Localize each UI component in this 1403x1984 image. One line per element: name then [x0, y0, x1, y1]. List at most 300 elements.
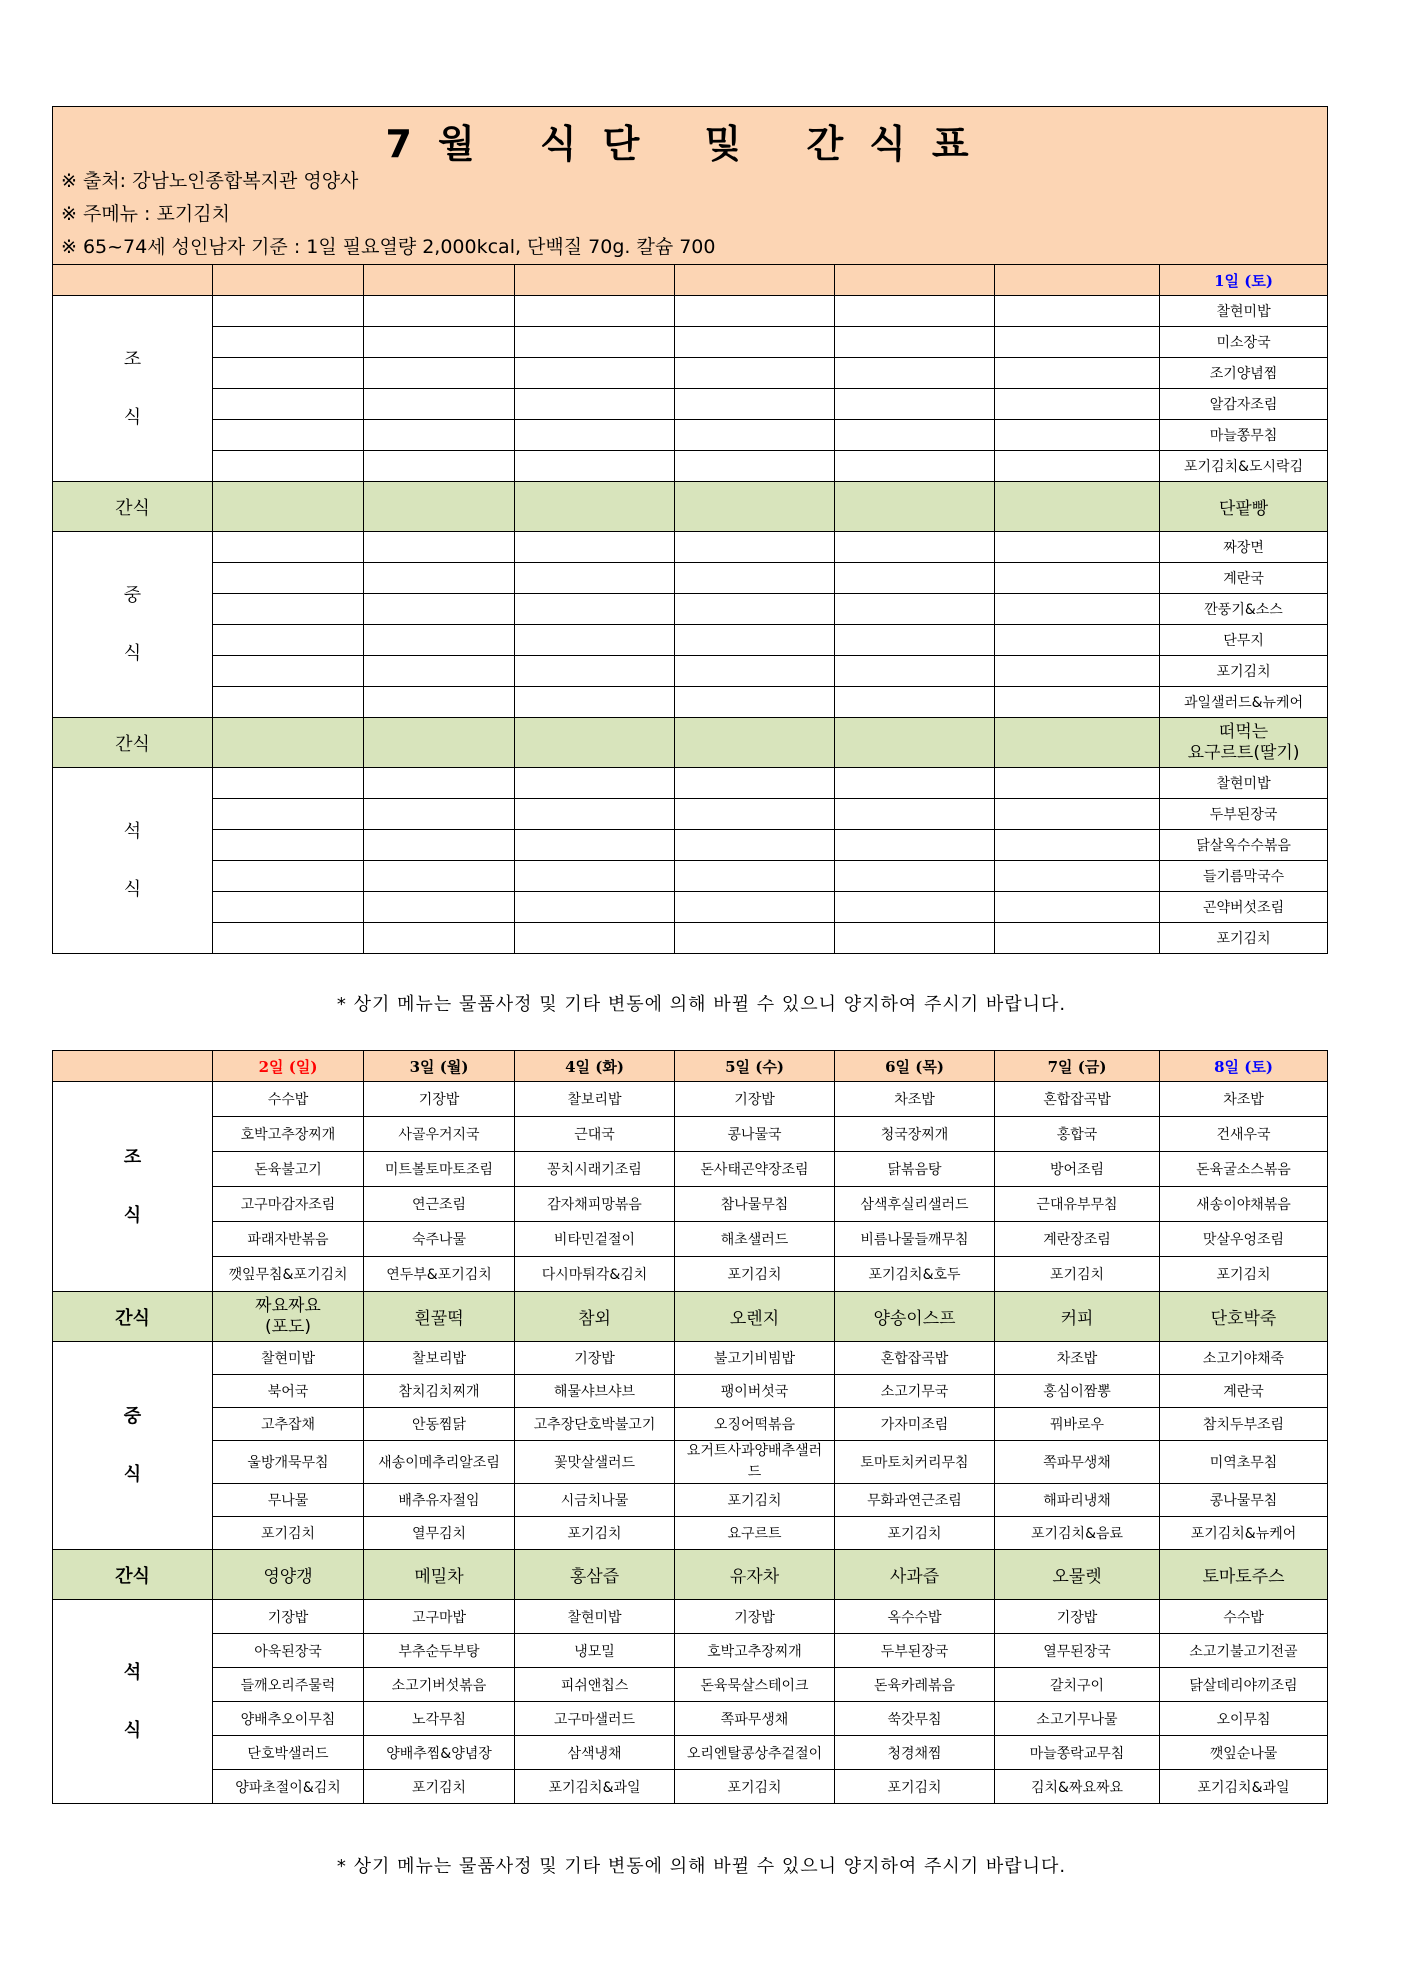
empty-cell	[835, 892, 995, 923]
menu-item: 닭살옥수수볶음	[1160, 830, 1328, 861]
empty-cell	[213, 358, 364, 389]
day-header: 1일 (토)	[1160, 265, 1328, 296]
empty-cell	[515, 861, 675, 892]
menu-item: 찰현미밥	[213, 1342, 364, 1375]
empty-cell	[995, 389, 1160, 420]
dinner-label	[53, 768, 213, 954]
snack-item: 참외	[515, 1292, 675, 1342]
snack-label: 간식	[53, 718, 213, 768]
menu-item: 단무지	[1160, 625, 1328, 656]
menu-item: 콩나물무침	[1160, 1484, 1328, 1517]
empty-cell	[213, 830, 364, 861]
snack-label: 간식	[53, 1550, 213, 1600]
label-char: 중	[123, 584, 142, 606]
empty-cell	[364, 358, 515, 389]
breakfast-row	[53, 358, 1328, 389]
empty-cell	[995, 830, 1160, 861]
menu-item: 오이무침	[1160, 1702, 1328, 1736]
empty-cell	[835, 656, 995, 687]
empty-cell	[364, 768, 515, 799]
menu-item: 호박고추장찌개	[675, 1634, 835, 1668]
empty-cell	[835, 625, 995, 656]
empty-cell	[213, 327, 364, 358]
empty-cell	[364, 420, 515, 451]
breakfast-row	[53, 1152, 1328, 1187]
empty-cell	[675, 656, 835, 687]
menu-item: 포기김치	[213, 1517, 364, 1550]
empty-cell	[364, 389, 515, 420]
menu-item: 계란국	[1160, 563, 1328, 594]
empty-cell	[213, 923, 364, 954]
menu-item: 꽁치시래기조림	[515, 1152, 675, 1187]
menu-item: 숙주나물	[364, 1222, 515, 1257]
menu-item: 북어국	[213, 1375, 364, 1408]
empty-cell	[675, 420, 835, 451]
menu-item: 돈육불고기	[213, 1152, 364, 1187]
menu-item: 돈육묵살스테이크	[675, 1668, 835, 1702]
cell-line: 요구르트(딸기)	[1187, 742, 1300, 763]
dinner-row	[53, 830, 1328, 861]
day-header-row	[53, 1051, 1328, 1082]
menu-item: 요구르트	[675, 1517, 835, 1550]
empty-cell	[995, 296, 1160, 327]
menu-item: 찰보리밥	[364, 1342, 515, 1375]
menu-item: 마늘쫑무침	[1160, 420, 1328, 451]
menu-item: 쪽파무생채	[675, 1702, 835, 1736]
label-char: 중	[123, 1405, 142, 1427]
empty-cell	[515, 625, 675, 656]
snack-item: 메밀차	[364, 1550, 515, 1600]
empty-cell	[515, 594, 675, 625]
snack-item: 단호박죽	[1160, 1292, 1328, 1342]
empty-cell	[364, 892, 515, 923]
empty-cell	[515, 687, 675, 718]
empty-cell	[675, 532, 835, 563]
menu-item: 차조밥	[1160, 1082, 1328, 1117]
lunch-row	[53, 625, 1328, 656]
menu-item: 홍합국	[995, 1117, 1160, 1152]
menu-item: 기장밥	[213, 1600, 364, 1634]
empty-cell	[515, 718, 675, 768]
snack-item: 유자차	[675, 1550, 835, 1600]
menu-item	[675, 1441, 835, 1484]
day-header: 7일 (금)	[995, 1051, 1160, 1082]
cell-line: 요거트사과양배추샐러	[686, 1443, 823, 1459]
lunch-label	[53, 1342, 213, 1550]
menu-item: 무화과연근조림	[835, 1484, 995, 1517]
menu-item: 포기김치	[515, 1517, 675, 1550]
menu-item: 양파초절이&김치	[213, 1770, 364, 1804]
empty-cell	[364, 861, 515, 892]
empty-cell	[213, 296, 364, 327]
menu-item: 단호박샐러드	[213, 1736, 364, 1770]
empty-cell	[995, 594, 1160, 625]
menu-item: 차조밥	[995, 1342, 1160, 1375]
empty-cell	[364, 451, 515, 482]
menu-item: 포기김치	[835, 1770, 995, 1804]
menu-item: 고구마샐러드	[515, 1702, 675, 1736]
empty-cell	[675, 830, 835, 861]
menu-item: 조기양념찜	[1160, 358, 1328, 389]
empty-cell	[364, 296, 515, 327]
menu-item: 열무된장국	[995, 1634, 1160, 1668]
empty-cell	[835, 327, 995, 358]
menu-item: 건새우국	[1160, 1117, 1328, 1152]
empty-cell	[675, 799, 835, 830]
snack-item: 영양갱	[213, 1550, 364, 1600]
menu-item: 참치김치찌개	[364, 1375, 515, 1408]
snack-item	[1160, 718, 1328, 768]
menu-item: 소고기불고기전골	[1160, 1634, 1328, 1668]
lunch-row	[53, 532, 1328, 563]
empty-cell	[364, 656, 515, 687]
label-char: 식	[123, 1719, 142, 1741]
menu-item: 기장밥	[675, 1600, 835, 1634]
standard-line: ※ 65~74세 성인남자 기준 : 1일 필요열량 2,000kcal, 단백질 70g. 칼슘 700	[61, 236, 716, 258]
dinner-row	[53, 1668, 1328, 1702]
menu-item: 돈사태곤약장조림	[675, 1152, 835, 1187]
empty-cell	[835, 420, 995, 451]
menu-item: 노각무침	[364, 1702, 515, 1736]
menu-item: 수수밥	[213, 1082, 364, 1117]
empty-cell	[213, 594, 364, 625]
menu-item: 두부된장국	[1160, 799, 1328, 830]
empty-cell	[995, 718, 1160, 768]
empty-cell	[675, 861, 835, 892]
day-header-empty	[364, 265, 515, 296]
menu-item: 들깨오리주물럭	[213, 1668, 364, 1702]
menu-item: 새송이메추리알조림	[364, 1441, 515, 1484]
snack-label: 간식	[53, 1292, 213, 1342]
empty-cell	[515, 482, 675, 532]
menu-item: 팽이버섯국	[675, 1375, 835, 1408]
menu-item: 포기김치&호두	[835, 1257, 995, 1292]
empty-cell	[675, 451, 835, 482]
empty-cell	[213, 718, 364, 768]
breakfast-label	[53, 1082, 213, 1292]
empty-cell	[675, 482, 835, 532]
empty-cell	[995, 532, 1160, 563]
dinner-row	[53, 799, 1328, 830]
breakfast-row	[53, 451, 1328, 482]
dinner-label	[53, 1600, 213, 1804]
empty-cell	[995, 799, 1160, 830]
menu-item: 새송이야채볶음	[1160, 1187, 1328, 1222]
cell-line: (포도)	[264, 1316, 312, 1337]
day-header-empty	[675, 265, 835, 296]
afternoon-snack-row	[53, 718, 1328, 768]
lunch-row	[53, 656, 1328, 687]
menu-item: 비타민겉절이	[515, 1222, 675, 1257]
menu-item: 돈육카레볶음	[835, 1668, 995, 1702]
menu-item: 김치&짜요짜요	[995, 1770, 1160, 1804]
menu-item: 쪽파무생채	[995, 1441, 1160, 1484]
menu-item: 청국장찌개	[835, 1117, 995, 1152]
empty-cell	[995, 358, 1160, 389]
snack-item: 흰꿀떡	[364, 1292, 515, 1342]
menu-item: 계란장조림	[995, 1222, 1160, 1257]
empty-cell	[213, 625, 364, 656]
day-header-row	[53, 265, 1328, 296]
dinner-row	[53, 1600, 1328, 1634]
menu-item: 기장밥	[364, 1082, 515, 1117]
lunch-row	[53, 687, 1328, 718]
breakfast-row	[53, 389, 1328, 420]
menu-item: 닭살데리야끼조림	[1160, 1668, 1328, 1702]
afternoon-snack-row	[53, 1550, 1328, 1600]
day-header-empty	[53, 265, 213, 296]
empty-cell	[515, 768, 675, 799]
day-header-empty	[995, 265, 1160, 296]
day-header: 8일 (토)	[1160, 1051, 1328, 1082]
snack-item: 커피	[995, 1292, 1160, 1342]
menu-item: 해물샤브샤브	[515, 1375, 675, 1408]
label-char: 식	[123, 1204, 142, 1226]
menu-item: 고추장단호박불고기	[515, 1408, 675, 1441]
menu-item: 곤약버섯조림	[1160, 892, 1328, 923]
empty-cell	[675, 718, 835, 768]
empty-cell	[364, 327, 515, 358]
day-header: 4일 (화)	[515, 1051, 675, 1082]
menu-item: 해초샐러드	[675, 1222, 835, 1257]
menu-item: 찰보리밥	[515, 1082, 675, 1117]
menu-item: 비름나물들깨무침	[835, 1222, 995, 1257]
menu-item: 고구마감자조림	[213, 1187, 364, 1222]
menu-item: 포기김치	[1160, 1257, 1328, 1292]
empty-cell	[364, 923, 515, 954]
menu-item: 토마토치커리무침	[835, 1441, 995, 1484]
menu-item: 피쉬앤칩스	[515, 1668, 675, 1702]
menu-item: 근대유부무침	[995, 1187, 1160, 1222]
empty-cell	[995, 687, 1160, 718]
empty-cell	[675, 327, 835, 358]
breakfast-row	[53, 296, 1328, 327]
menu-item: 짜장면	[1160, 532, 1328, 563]
menu-item: 열무김치	[364, 1517, 515, 1550]
lunch-label	[53, 532, 213, 718]
snack-item: 홍삼즙	[515, 1550, 675, 1600]
menu-item: 오리엔탈콩상추겉절이	[675, 1736, 835, 1770]
menu-item: 다시마튀각&김치	[515, 1257, 675, 1292]
empty-cell	[835, 451, 995, 482]
empty-cell	[515, 327, 675, 358]
menu-item: 포기김치	[1160, 656, 1328, 687]
menu-item: 삼색후실리샐러드	[835, 1187, 995, 1222]
dinner-row	[53, 923, 1328, 954]
empty-cell	[364, 830, 515, 861]
menu-item: 미트볼토마토조림	[364, 1152, 515, 1187]
menu-item: 포기김치&음료	[995, 1517, 1160, 1550]
empty-cell	[213, 482, 364, 532]
empty-cell	[675, 358, 835, 389]
dinner-row	[53, 1770, 1328, 1804]
menu-item: 소고기무국	[835, 1375, 995, 1408]
menu-change-notice: * 상기 메뉴는 물품사정 및 기타 변동에 의해 바뀔 수 있으니 양지하여 주시기 바랍니다.	[336, 994, 1067, 1015]
day-header: 5일 (수)	[675, 1051, 835, 1082]
menu-item: 마늘쫑락교무침	[995, 1736, 1160, 1770]
empty-cell	[835, 594, 995, 625]
empty-cell	[515, 358, 675, 389]
empty-cell	[835, 687, 995, 718]
empty-cell	[213, 532, 364, 563]
menu-item: 안동찜닭	[364, 1408, 515, 1441]
menu-item: 삼색냉채	[515, 1736, 675, 1770]
empty-cell	[995, 482, 1160, 532]
empty-cell	[835, 563, 995, 594]
menu-item: 오징어떡볶음	[675, 1408, 835, 1441]
menu-item: 깻잎무침&포기김치	[213, 1257, 364, 1292]
menu-item: 꽃맛살샐러드	[515, 1441, 675, 1484]
empty-cell	[515, 420, 675, 451]
lunch-row	[53, 1408, 1328, 1441]
weekly-menu-table-1	[52, 106, 1328, 954]
header-row	[53, 107, 1328, 265]
lunch-row	[53, 594, 1328, 625]
menu-item: 찰현미밥	[1160, 296, 1328, 327]
menu-item: 들기름막국수	[1160, 861, 1328, 892]
empty-cell	[995, 451, 1160, 482]
cell-line: 떠먹는	[1218, 721, 1269, 742]
menu-item: 콩나물국	[675, 1117, 835, 1152]
snack-item: 단팥빵	[1160, 482, 1328, 532]
menu-item: 포기김치	[1160, 923, 1328, 954]
day-header-empty	[835, 265, 995, 296]
menu-item: 불고기비빔밥	[675, 1342, 835, 1375]
menu-item: 연근조림	[364, 1187, 515, 1222]
menu-item: 깻잎순나물	[1160, 1736, 1328, 1770]
menu-item: 계란국	[1160, 1375, 1328, 1408]
breakfast-row	[53, 1257, 1328, 1292]
empty-cell	[995, 420, 1160, 451]
menu-item: 아욱된장국	[213, 1634, 364, 1668]
menu-item: 두부된장국	[835, 1634, 995, 1668]
cell-line: 짜요짜요	[255, 1295, 321, 1316]
day-header: 3일 (월)	[364, 1051, 515, 1082]
label-char: 식	[123, 1463, 142, 1485]
empty-cell	[835, 768, 995, 799]
empty-cell	[515, 451, 675, 482]
menu-item: 기장밥	[675, 1082, 835, 1117]
dinner-row	[53, 892, 1328, 923]
day-header: 2일 (일)	[213, 1051, 364, 1082]
empty-cell	[364, 625, 515, 656]
menu-item: 고구마밥	[364, 1600, 515, 1634]
empty-cell	[675, 687, 835, 718]
menu-item: 옥수수밥	[835, 1600, 995, 1634]
label-char: 석	[123, 1661, 142, 1683]
main-menu-line: ※ 주메뉴 : 포기김치	[61, 203, 230, 225]
empty-cell	[995, 768, 1160, 799]
menu-item: 양배추오이무침	[213, 1702, 364, 1736]
menu-item: 꿔바로우	[995, 1408, 1160, 1441]
weekly-menu-table-2	[52, 1050, 1328, 1804]
menu-item: 소고기버섯볶음	[364, 1668, 515, 1702]
menu-item: 기장밥	[515, 1342, 675, 1375]
menu-item: 쑥갓무침	[835, 1702, 995, 1736]
breakfast-row	[53, 327, 1328, 358]
breakfast-row	[53, 1187, 1328, 1222]
empty-cell	[213, 451, 364, 482]
menu-item: 미역초무침	[1160, 1441, 1328, 1484]
empty-cell	[213, 799, 364, 830]
menu-item: 방어조림	[995, 1152, 1160, 1187]
snack-item: 오렌지	[675, 1292, 835, 1342]
lunch-row	[53, 1375, 1328, 1408]
menu-item: 가자미조림	[835, 1408, 995, 1441]
label-char: 조	[123, 348, 142, 370]
snack-item: 양송이스프	[835, 1292, 995, 1342]
empty-cell	[835, 296, 995, 327]
cell-line: 드	[747, 1464, 762, 1480]
empty-cell	[995, 563, 1160, 594]
day-header: 6일 (목)	[835, 1051, 995, 1082]
breakfast-row	[53, 1117, 1328, 1152]
menu-item: 청경채찜	[835, 1736, 995, 1770]
menu-item: 찰현미밥	[515, 1600, 675, 1634]
menu-item: 수수밥	[1160, 1600, 1328, 1634]
menu-item: 미소장국	[1160, 327, 1328, 358]
menu-item: 참치두부조림	[1160, 1408, 1328, 1441]
menu-item: 포기김치&과일	[515, 1770, 675, 1804]
empty-cell	[835, 830, 995, 861]
dinner-row	[53, 1702, 1328, 1736]
menu-item: 깐풍기&소스	[1160, 594, 1328, 625]
empty-cell	[213, 656, 364, 687]
menu-item: 포기김치&뉴케어	[1160, 1517, 1328, 1550]
morning-snack-row	[53, 1292, 1328, 1342]
menu-item: 파래자반볶음	[213, 1222, 364, 1257]
empty-cell	[364, 687, 515, 718]
snack-item: 토마토주스	[1160, 1550, 1328, 1600]
menu-item: 과일샐러드&뉴케어	[1160, 687, 1328, 718]
menu-item: 찰현미밥	[1160, 768, 1328, 799]
menu-item: 배추유자절임	[364, 1484, 515, 1517]
menu-item: 냉모밀	[515, 1634, 675, 1668]
empty-cell	[995, 892, 1160, 923]
menu-item: 포기김치	[364, 1770, 515, 1804]
dinner-row	[53, 1736, 1328, 1770]
empty-cell	[364, 594, 515, 625]
empty-cell	[213, 768, 364, 799]
empty-cell	[995, 327, 1160, 358]
empty-cell	[515, 799, 675, 830]
menu-item: 맛살우엉조림	[1160, 1222, 1328, 1257]
empty-cell	[675, 296, 835, 327]
empty-cell	[675, 892, 835, 923]
day-header-empty	[213, 265, 364, 296]
lunch-row	[53, 1441, 1328, 1484]
lunch-row	[53, 1484, 1328, 1517]
menu-item: 사골우거지국	[364, 1117, 515, 1152]
empty-cell	[675, 625, 835, 656]
menu-item: 근대국	[515, 1117, 675, 1152]
empty-cell	[995, 656, 1160, 687]
breakfast-label	[53, 296, 213, 482]
menu-item: 알감자조림	[1160, 389, 1328, 420]
dinner-row	[53, 768, 1328, 799]
source-line: ※ 출처: 강남노인종합복지관 영양사	[61, 170, 359, 192]
empty-cell	[515, 296, 675, 327]
label-char: 조	[123, 1146, 142, 1168]
empty-cell	[675, 563, 835, 594]
empty-cell	[213, 563, 364, 594]
menu-item: 연두부&포기김치	[364, 1257, 515, 1292]
breakfast-row	[53, 1222, 1328, 1257]
menu-item: 소고기야채죽	[1160, 1342, 1328, 1375]
menu-change-notice-bottom: * 상기 메뉴는 물품사정 및 기타 변동에 의해 바뀔 수 있으니 양지하여 주시기 바랍니다.	[336, 1856, 1067, 1877]
empty-cell	[835, 532, 995, 563]
menu-item: 혼합잡곡밥	[835, 1342, 995, 1375]
